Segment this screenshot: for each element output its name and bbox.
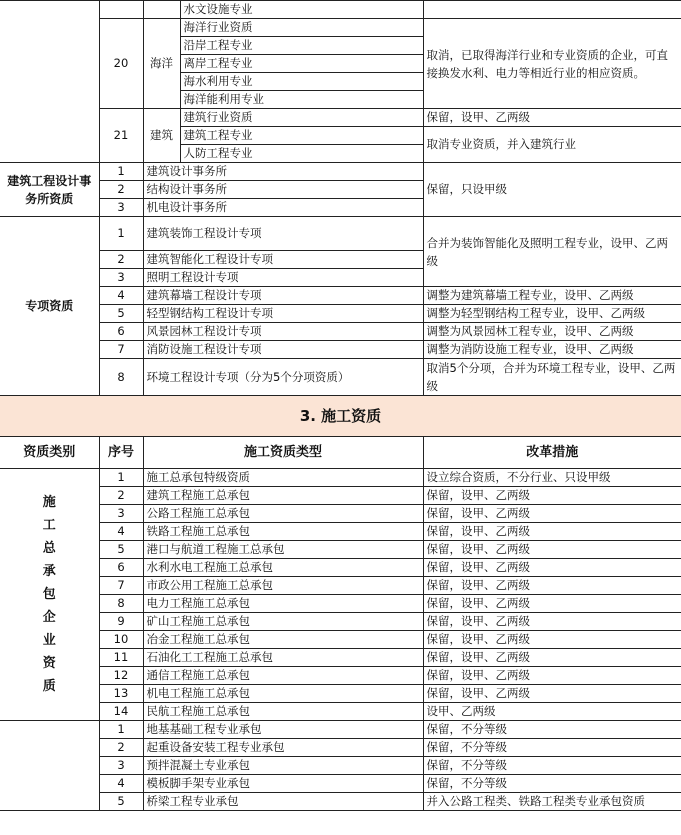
measure-cell: 取消5个分项，合并为环境工程专业，设甲、乙两级 xyxy=(423,359,681,396)
item-name: 沿岸工程专业 xyxy=(180,37,423,55)
table-row xyxy=(0,323,681,341)
table-row xyxy=(0,19,681,37)
no-cell: 5 xyxy=(99,541,143,559)
measure-cell: 保留，设甲、乙两级 xyxy=(423,649,681,667)
measure-cell: 设立综合资质，不分行业、只设甲级 xyxy=(423,469,681,487)
no-cell: 7 xyxy=(99,577,143,595)
no-cell: 5 xyxy=(99,793,143,811)
table-row xyxy=(0,109,681,127)
item-name: 建筑工程专业 xyxy=(180,127,423,145)
item-name: 民航工程施工总承包 xyxy=(143,703,423,721)
header-category: 资质类别 xyxy=(0,437,99,469)
header-type: 施工资质类型 xyxy=(143,437,423,469)
item-name: 电力工程施工总承包 xyxy=(143,595,423,613)
item-name: 风景园林工程设计专项 xyxy=(143,323,423,341)
measure-cell: 保留，不分等级 xyxy=(423,739,681,757)
header-no: 序号 xyxy=(99,437,143,469)
no-cell: 13 xyxy=(99,685,143,703)
measure-cell: 取消专业资质，并入建筑行业 xyxy=(423,127,681,163)
table-row xyxy=(0,757,681,775)
item-name: 照明工程设计专项 xyxy=(143,269,423,287)
table-row xyxy=(0,523,681,541)
item-name: 海水利用专业 xyxy=(180,73,423,91)
industry-cell xyxy=(143,1,180,19)
category-cell: 专项资质 xyxy=(0,217,99,396)
item-name: 模板脚手架专业承包 xyxy=(143,775,423,793)
table-row xyxy=(0,685,681,703)
category-cell: 建筑工程设计事务所资质 xyxy=(0,163,99,217)
measure-cell: 调整为建筑幕墙工程专业，设甲、乙两级 xyxy=(423,287,681,305)
measure-cell: 调整为风景园林工程专业，设甲、乙两级 xyxy=(423,323,681,341)
no-cell: 9 xyxy=(99,613,143,631)
measure-cell: 保留，不分等级 xyxy=(423,757,681,775)
no-cell: 6 xyxy=(99,559,143,577)
no-cell: 3 xyxy=(99,199,143,217)
no-cell: 3 xyxy=(99,505,143,523)
measure-cell: 保留，设甲、乙两级 xyxy=(423,613,681,631)
no-cell: 1 xyxy=(99,721,143,739)
measure-cell: 保留，设甲、乙两级 xyxy=(423,541,681,559)
section-title: 3. 施工资质 xyxy=(0,396,681,437)
table-row xyxy=(0,775,681,793)
no-cell: 1 xyxy=(99,163,143,181)
table-row xyxy=(0,437,681,469)
item-name: 结构设计事务所 xyxy=(143,181,423,199)
measure-cell: 调整为消防设施工程专业，设甲、乙两级 xyxy=(423,341,681,359)
no-cell: 21 xyxy=(99,109,143,163)
table-row xyxy=(0,541,681,559)
item-name: 港口与航道工程施工总承包 xyxy=(143,541,423,559)
item-name: 市政公用工程施工总承包 xyxy=(143,577,423,595)
measure-cell: 保留，设甲、乙两级 xyxy=(423,487,681,505)
no-cell: 1 xyxy=(99,469,143,487)
table-row xyxy=(0,1,681,19)
no-cell: 2 xyxy=(99,251,143,269)
table-row xyxy=(0,359,681,396)
no-cell: 4 xyxy=(99,775,143,793)
item-name: 建筑装饰工程设计专项 xyxy=(143,217,423,251)
table-row xyxy=(0,559,681,577)
no-cell: 10 xyxy=(99,631,143,649)
measure-cell: 取消，已取得海洋行业和专业资质的企业，可直接换发水利、电力等相近行业的相应资质。 xyxy=(423,19,681,109)
table-row xyxy=(0,341,681,359)
item-name: 人防工程专业 xyxy=(180,145,423,163)
measure-cell: 保留，不分等级 xyxy=(423,721,681,739)
table-row xyxy=(0,217,681,251)
measure-cell: 保留，只设甲级 xyxy=(423,163,681,217)
measure-cell xyxy=(423,1,681,19)
measure-cell: 保留，设甲、乙两级 xyxy=(423,667,681,685)
table-row xyxy=(0,305,681,323)
measure-cell: 保留，设甲、乙两级 xyxy=(423,631,681,649)
item-name: 建筑设计事务所 xyxy=(143,163,423,181)
measure-cell: 保留，设甲、乙两级 xyxy=(423,109,681,127)
no-cell: 4 xyxy=(99,287,143,305)
measure-cell: 保留，设甲、乙两级 xyxy=(423,559,681,577)
table-row xyxy=(0,577,681,595)
item-name: 水文设施专业 xyxy=(180,1,423,19)
no-cell: 7 xyxy=(99,341,143,359)
no-cell: 11 xyxy=(99,649,143,667)
table-row xyxy=(0,613,681,631)
measure-cell: 保留，设甲、乙两级 xyxy=(423,523,681,541)
no-cell xyxy=(99,1,143,19)
measure-cell: 设甲、乙两级 xyxy=(423,703,681,721)
no-cell: 20 xyxy=(99,19,143,109)
item-name: 铁路工程施工总承包 xyxy=(143,523,423,541)
item-name: 海洋行业资质 xyxy=(180,19,423,37)
table-row xyxy=(0,667,681,685)
item-name: 起重设备安装工程专业承包 xyxy=(143,739,423,757)
measure-cell: 保留，设甲、乙两级 xyxy=(423,577,681,595)
measure-cell: 保留，设甲、乙两级 xyxy=(423,685,681,703)
table-row xyxy=(0,793,681,811)
measure-cell: 保留，设甲、乙两级 xyxy=(423,505,681,523)
table-row xyxy=(0,487,681,505)
table-row xyxy=(0,721,681,739)
no-cell: 2 xyxy=(99,487,143,505)
table-row xyxy=(0,469,681,487)
item-name: 施工总承包特级资质 xyxy=(143,469,423,487)
item-name: 预拌混凝土专业承包 xyxy=(143,757,423,775)
measure-cell: 保留，不分等级 xyxy=(423,775,681,793)
industry-cell: 建筑 xyxy=(143,109,180,163)
item-name: 消防设施工程设计专项 xyxy=(143,341,423,359)
table-row xyxy=(0,287,681,305)
item-name: 海洋能利用专业 xyxy=(180,91,423,109)
no-cell: 3 xyxy=(99,757,143,775)
no-cell: 8 xyxy=(99,359,143,396)
item-name: 石油化工工程施工总承包 xyxy=(143,649,423,667)
item-name: 建筑智能化工程设计专项 xyxy=(143,251,423,269)
item-name: 冶金工程施工总承包 xyxy=(143,631,423,649)
item-name: 地基基础工程专业承包 xyxy=(143,721,423,739)
table-row xyxy=(0,649,681,667)
item-name: 通信工程施工总承包 xyxy=(143,667,423,685)
item-name: 建筑幕墙工程设计专项 xyxy=(143,287,423,305)
category-cell xyxy=(0,721,99,811)
item-name: 建筑行业资质 xyxy=(180,109,423,127)
item-name: 机电设计事务所 xyxy=(143,199,423,217)
no-cell: 8 xyxy=(99,595,143,613)
header-measure: 改革措施 xyxy=(423,437,681,469)
category-label: 施工总承包企业资质 xyxy=(42,495,56,694)
no-cell: 1 xyxy=(99,217,143,251)
no-cell: 2 xyxy=(99,181,143,199)
item-name: 环境工程设计专项（分为5个分项资质） xyxy=(143,359,423,396)
item-name: 轻型钢结构工程设计专项 xyxy=(143,305,423,323)
no-cell: 4 xyxy=(99,523,143,541)
no-cell: 3 xyxy=(99,269,143,287)
item-name: 矿山工程施工总承包 xyxy=(143,613,423,631)
table-row xyxy=(0,739,681,757)
no-cell: 2 xyxy=(99,739,143,757)
measure-cell: 并入公路工程类、铁路工程类专业承包资质 xyxy=(423,793,681,811)
measure-cell: 保留，设甲、乙两级 xyxy=(423,595,681,613)
category-cell xyxy=(0,469,99,721)
item-name: 机电工程施工总承包 xyxy=(143,685,423,703)
industry-cell: 海洋 xyxy=(143,19,180,109)
measure-cell: 调整为轻型钢结构工程专业，设甲、乙两级 xyxy=(423,305,681,323)
no-cell: 14 xyxy=(99,703,143,721)
table-row xyxy=(0,631,681,649)
table-row xyxy=(0,396,681,437)
table-row xyxy=(0,595,681,613)
item-name: 水利水电工程施工总承包 xyxy=(143,559,423,577)
item-name: 桥梁工程专业承包 xyxy=(143,793,423,811)
table-row xyxy=(0,163,681,181)
item-name: 离岸工程专业 xyxy=(180,55,423,73)
no-cell: 12 xyxy=(99,667,143,685)
category-cell xyxy=(0,1,99,163)
item-name: 公路工程施工总承包 xyxy=(143,505,423,523)
no-cell: 6 xyxy=(99,323,143,341)
no-cell: 5 xyxy=(99,305,143,323)
table-row xyxy=(0,703,681,721)
item-name: 建筑工程施工总承包 xyxy=(143,487,423,505)
table-row xyxy=(0,505,681,523)
measure-cell: 合并为装饰智能化及照明工程专业，设甲、乙两级 xyxy=(423,217,681,287)
